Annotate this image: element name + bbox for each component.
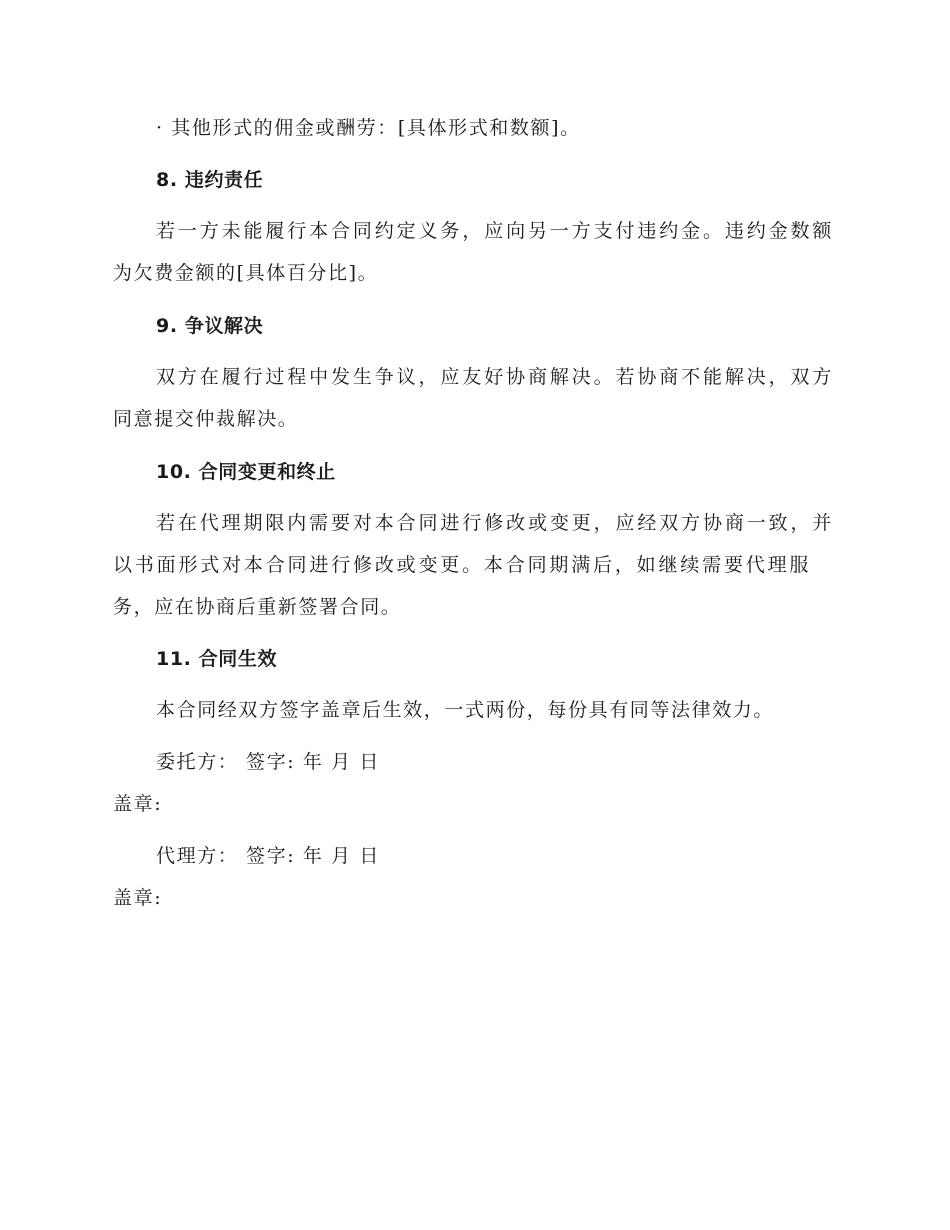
section-8-paragraph-line-2: 为欠费金额的[具体百分比]。 [113,262,379,284]
section-11-heading: 11. 合同生效 [156,648,278,670]
agent-seal-label: 盖章: [113,887,163,909]
section-8-paragraph-line-1: 若一方未能履行本合同约定义务，应向另一方支付违约金。违约金数额 [156,220,833,242]
principal-signature-line: 委托方： 签字: 年 月 日 [156,751,380,773]
section-8-heading: 8. 违约责任 [156,169,264,191]
section-10-heading: 10. 合同变更和终止 [156,461,336,483]
bullet-other-commission: · 其他形式的佣金或酬劳：[具体形式和数额]。 [156,117,581,139]
section-10-paragraph-line-2: 以书面形式对本合同进行修改或变更。本合同期满后，如继续需要代理服 [113,554,810,576]
section-9-paragraph-line-1: 双方在履行过程中发生争议，应友好协商解决。若协商不能解决，双方 [156,366,833,388]
section-9-heading: 9. 争议解决 [156,315,264,337]
section-11-paragraph-line-1: 本合同经双方签字盖章后生效，一式两份，每份具有同等法律效力。 [156,699,775,721]
section-9-paragraph-line-2: 同意提交仲裁解决。 [113,408,299,430]
section-10-paragraph-line-1: 若在代理期限内需要对本合同进行修改或变更，应经双方协商一致，并 [156,512,833,534]
section-10-paragraph-line-3: 务，应在协商后重新签署合同。 [113,596,402,618]
principal-seal-label: 盖章: [113,793,163,815]
agent-signature-line: 代理方： 签字: 年 月 日 [156,845,380,867]
